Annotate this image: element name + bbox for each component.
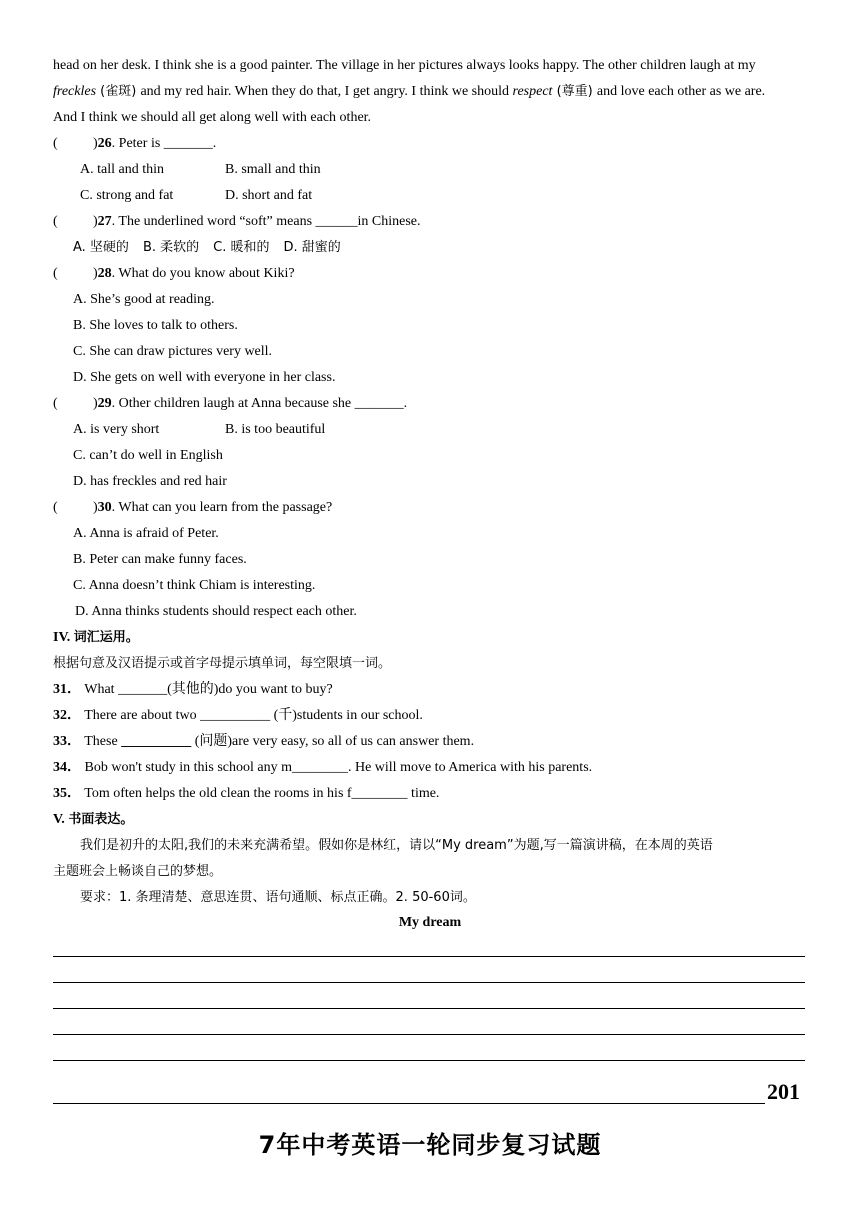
option-d: D. She gets on well with everyone in her class. — [73, 370, 336, 385]
question-29 — [53, 395, 407, 413]
section-4-heading — [53, 629, 139, 647]
fill-item-33: 33． These __________ (问题)are very easy, so all of us can answer them. — [53, 734, 475, 749]
prompt-line-2: 主题班会上畅谈自己的梦想。 — [53, 864, 223, 879]
section-number: IV. — [53, 630, 71, 645]
prompt-line-1: 我们是初升的太阳,我们的未来充满希望。假如你是林红，请以“My dream”为题,写一篇演讲稿，在本周的英语 — [80, 838, 713, 853]
option-d: D. Anna thinks students should respect each other. — [75, 604, 357, 619]
passage-line-3: And I think we should all get along well with each other. — [53, 110, 372, 125]
option-d: D. short and fat — [225, 188, 313, 203]
fill-item-31: 31． What _______(其他的)do you want to buy? — [53, 682, 333, 697]
option-b: B. Peter can make funny faces. — [73, 552, 247, 567]
item-number: 35 — [53, 786, 67, 801]
section-title: 书面表达。 — [68, 812, 134, 827]
item-blank: __________ — [121, 734, 192, 749]
item-number: 34 — [53, 760, 67, 775]
answer-bracket-open: ( — [53, 214, 58, 229]
next-title-year-fragment: 201 — [767, 1079, 800, 1104]
essay-title: My dream — [398, 915, 462, 930]
answer-bracket-open: ( — [53, 500, 58, 515]
question-number: 30 — [97, 500, 112, 515]
section-4-instruction: 根据句意及汉语提示或首字母提示填单词，每空限填一词。 — [53, 656, 392, 671]
question-30 — [53, 499, 332, 517]
answer-bracket-close: ) — [93, 136, 98, 151]
fill-item-35: 35． Tom often helps the old clean the rooms in his f________ time. — [53, 786, 440, 801]
option-a: A. tall and thin — [80, 162, 164, 177]
option-c: C. Anna doesn’t think Chiam is interesting. — [73, 578, 316, 593]
question-stem: . Other children laugh at Anna because she _______. — [111, 396, 408, 411]
passage-line-1: head on her desk. I think she is a good painter. The village in her pictures always looks happy. The other children laugh at my — [53, 58, 756, 73]
item-number: 31 — [53, 682, 67, 697]
question-stem: . The underlined word “soft” means ______in Chinese. — [111, 214, 421, 229]
option-b: B. She loves to talk to others. — [73, 318, 238, 333]
item-text: Tom often helps the old clean the rooms in his f________ time. — [84, 786, 440, 801]
item-number: 32 — [53, 708, 67, 723]
word-freckles: freckles — [53, 84, 97, 99]
option-c: C. strong and fat — [80, 188, 174, 203]
option-d: D. 甜蜜的 — [283, 240, 341, 255]
answer-bracket-open: ( — [53, 266, 58, 281]
question-stem: . What do you know about Kiki? — [111, 266, 295, 281]
item-text: What _______(其他的)do you want to buy? — [84, 682, 333, 697]
option-c: C. can’t do well in English — [73, 448, 223, 463]
fill-item-32: 32． There are about two __________ (千)students in our school. — [53, 708, 423, 723]
answer-bracket-open: ( — [53, 396, 58, 411]
writing-line — [53, 982, 805, 983]
item-text-pre: These — [84, 734, 122, 749]
question-stem: . What can you learn from the passage? — [111, 500, 333, 515]
question-number: 29 — [97, 396, 112, 411]
question-number: 28 — [97, 266, 112, 281]
option-c: C. 暖和的 — [213, 240, 270, 255]
requirements: 要求：1. 条理清楚、意思连贯、语句通顺、标点正确。2. 50-60词。 — [80, 890, 476, 905]
option-row-27 — [73, 239, 341, 257]
option-c: C. She can draw pictures very well. — [73, 344, 273, 359]
passage-line-2-end: and love each other as we are. — [596, 84, 766, 99]
writing-line — [53, 1103, 765, 1104]
next-page-title: 7年中考英语一轮同步复习试题 — [258, 1131, 602, 1159]
option-b: B. small and thin — [225, 162, 321, 177]
section-number: V. — [53, 812, 65, 827]
answer-bracket-close: ) — [93, 396, 98, 411]
item-number: 33 — [53, 734, 67, 749]
option-b: B. 柔软的 — [142, 240, 200, 255]
option-a: A. She’s good at reading. — [73, 292, 215, 307]
section-5-heading — [53, 811, 133, 829]
item-text: Bob won't study in this school any m________. He will move to America with his parents. — [84, 760, 593, 775]
item-text: There are about two __________ (千)students in our school. — [84, 708, 423, 723]
gloss-respect: (尊重) — [552, 84, 597, 99]
answer-bracket-close: ) — [93, 500, 98, 515]
option-a: A. 坚硬的 — [73, 240, 129, 255]
answer-bracket-close: ) — [93, 266, 98, 281]
writing-line — [53, 956, 805, 957]
question-27 — [53, 213, 421, 231]
option-a: A. Anna is afraid of Peter. — [73, 526, 219, 541]
fill-item-34: 34． Bob won't study in this school any m________. He will move to America with his parents. — [53, 760, 593, 775]
passage-line-2-mid: and my red hair. When they do that, I get angry. I think we should — [140, 84, 513, 99]
question-number: 26 — [97, 136, 112, 151]
answer-bracket-close: ) — [93, 214, 98, 229]
answer-bracket-open: ( — [53, 136, 58, 151]
writing-line — [53, 1008, 805, 1009]
option-d: D. has freckles and red hair — [73, 474, 227, 489]
option-a: A. is very short — [73, 422, 160, 437]
writing-line — [53, 1034, 805, 1035]
word-respect: respect — [512, 84, 553, 99]
section-title: 词汇运用。 — [73, 630, 139, 645]
writing-line — [53, 1060, 805, 1061]
question-26 — [53, 135, 216, 153]
gloss-freckles: (雀斑) — [96, 84, 141, 99]
question-number: 27 — [97, 214, 112, 229]
item-text-post: (问题)are very easy, so all of us can answer them. — [191, 734, 475, 749]
passage-line-2 — [53, 83, 765, 101]
option-b: B. is too beautiful — [225, 422, 326, 437]
question-28 — [53, 265, 295, 283]
question-stem: . Peter is _______. — [111, 136, 217, 151]
